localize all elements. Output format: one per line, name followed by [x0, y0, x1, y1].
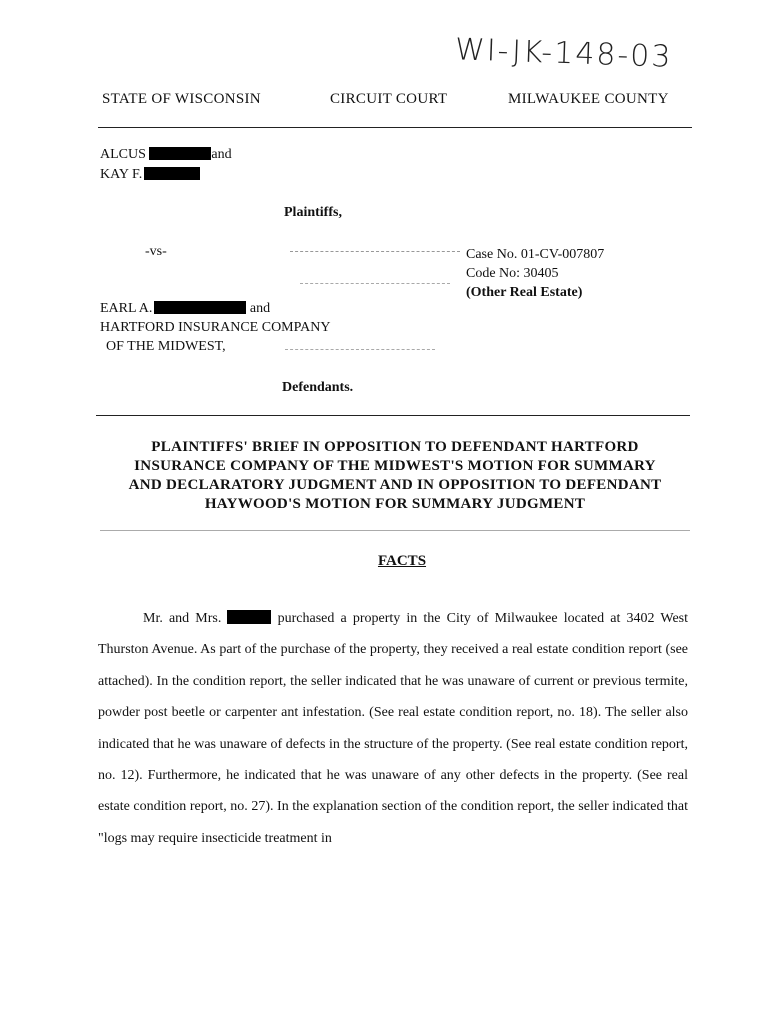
case-type: (Other Real Estate)	[466, 285, 583, 300]
header-court: CIRCUIT COURT	[330, 91, 448, 107]
plaintiff-2-name: KAY F.	[100, 167, 143, 182]
facts-heading: FACTS	[377, 553, 427, 569]
title-underline	[100, 530, 690, 531]
redaction-bar	[149, 147, 211, 160]
plaintiff-line-2	[100, 167, 200, 183]
brief-title-line-3: AND DECLARATORY JUDGMENT AND IN OPPOSITION TO DEFENDANT	[128, 477, 662, 493]
plaintiff-1-suffix: and	[211, 147, 232, 162]
brief-title-line-4: HAYWOOD'S MOTION FOR SUMMARY JUDGMENT	[204, 496, 586, 512]
scan-artifact-line	[300, 283, 450, 284]
defendants-label: Defendants.	[282, 380, 354, 395]
defendant-1-name: EARL A.	[100, 301, 153, 316]
plaintiff-1-name: ALCUS	[100, 147, 146, 162]
code-number: Code No: 30405	[466, 266, 559, 281]
header-state: STATE OF WISCONSIN	[102, 91, 261, 107]
redaction-bar	[227, 610, 271, 624]
defendant-line-2: HARTFORD INSURANCE COMPANY	[100, 320, 331, 335]
brief-title	[80, 438, 710, 514]
defendant-1-suffix: and	[249, 301, 271, 316]
scan-artifact-line	[290, 251, 460, 252]
plaintiffs-label: Plaintiffs,	[284, 205, 342, 220]
header-county: MILWAUKEE COUNTY	[508, 91, 669, 107]
redaction-bar	[144, 167, 200, 180]
redaction-bar	[154, 301, 246, 314]
case-number: Case No. 01-CV-007807	[466, 247, 605, 262]
paragraph-body: purchased a property in the City of Milwaukee located at 3402 West Thurston Avenue. As part of the purchase of the property, they received a real estate condition report (see attached). In the condition report, the seller indicated that he was unaware of current or previous termite, powder post beetle or carpenter ant infestation. (See real estate condition report, no. 18). The seller also indicated that he was unaware of defects in the structure of the property. (See real estate condition report, no. 12). Furthermore, he indicated that he was unaware of any other defects in the property. (See real estate condition report, no. 27). In the explanation section of the condition report, the seller indicated that "logs may require insecticide treatment in	[98, 611, 689, 846]
handwritten-case-number: WI-JK-148-03	[454, 32, 674, 75]
brief-title-line-1: PLAINTIFFS' BRIEF IN OPPOSITION TO DEFENDANT HARTFORD	[151, 439, 639, 455]
facts-paragraph	[98, 603, 688, 854]
brief-title-line-2: INSURANCE COMPANY OF THE MIDWEST'S MOTION FOR SUMMARY	[134, 458, 656, 474]
caption-rule	[96, 415, 690, 416]
plaintiff-line-1	[100, 147, 232, 163]
defendant-line-1	[100, 301, 270, 317]
header-rule	[98, 127, 692, 128]
versus-label: -vs-	[145, 244, 167, 259]
scan-artifact-line	[285, 349, 435, 350]
paragraph-opening: Mr. and Mrs.	[143, 611, 222, 626]
defendant-line-3: OF THE MIDWEST,	[106, 339, 226, 354]
